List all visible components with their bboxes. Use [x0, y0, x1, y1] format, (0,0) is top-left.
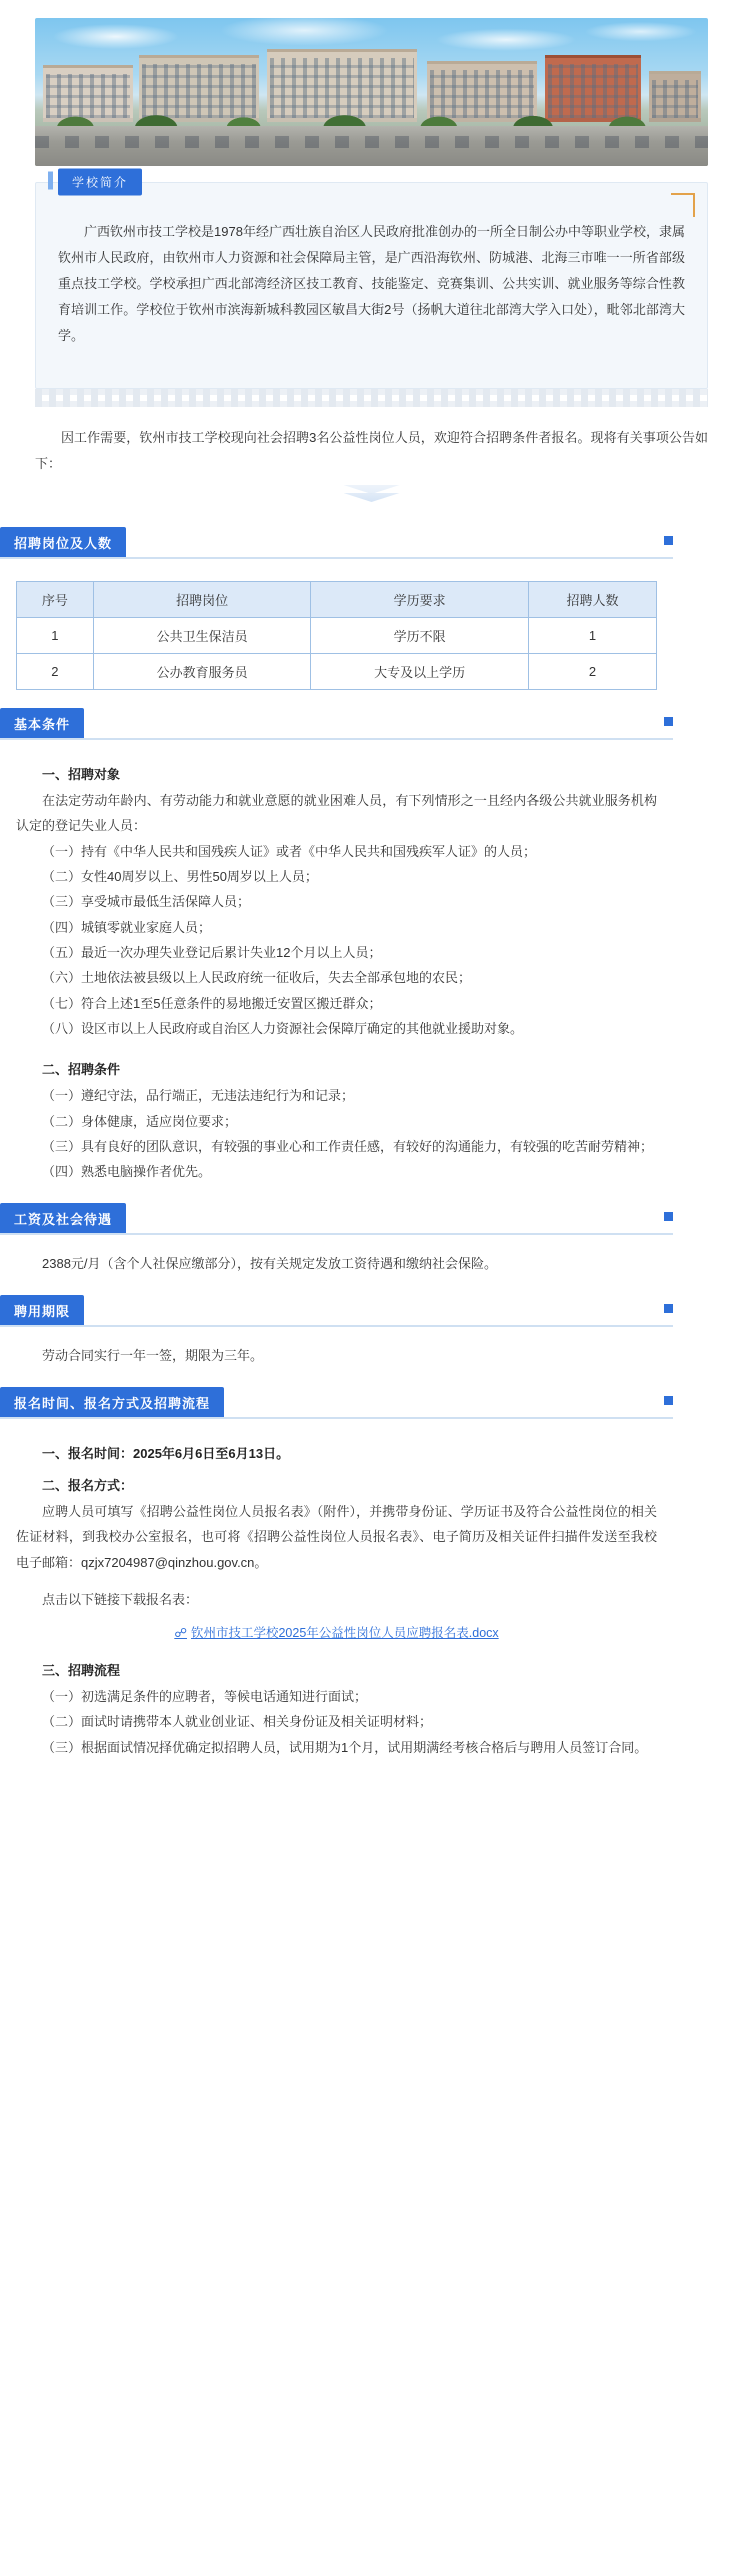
list-item: （三）享受城市最低生活保障人员；	[42, 894, 251, 910]
section-jobs	[0, 527, 673, 708]
list-item: （二）身体健康，适应岗位要求；	[42, 1113, 238, 1129]
mosaic-divider	[35, 389, 708, 407]
cell-position: 公办教育服务员	[93, 654, 311, 690]
section-application	[0, 1387, 673, 1778]
jobs-table	[16, 581, 657, 690]
attachment-download-link[interactable]	[174, 1623, 498, 1641]
download-intro: 点击以下链接下载报名表：	[42, 1591, 199, 1607]
section-header	[0, 1295, 673, 1327]
section-title: 报名时间、报名方式及招聘流程	[0, 1387, 224, 1417]
campus-banner-image	[35, 18, 708, 166]
section-title: 招聘岗位及人数	[0, 527, 126, 557]
intro-tag-label: 学校简介	[58, 169, 142, 196]
list-item: （七）符合上述1至5任意条件的易地搬迁安置区搬迁群众；	[42, 995, 382, 1011]
group-heading: 三、招聘流程	[42, 1662, 121, 1678]
section-body	[0, 746, 673, 1203]
cell-count: 2	[528, 654, 656, 690]
section-header	[0, 708, 673, 740]
cell-position: 公共卫生保洁员	[93, 618, 311, 654]
section-marker-square	[664, 717, 673, 726]
section-header	[0, 1203, 673, 1235]
intro-card	[35, 175, 708, 389]
spacer	[16, 1041, 657, 1051]
plaza-ground	[35, 126, 708, 166]
section-body	[0, 1333, 673, 1387]
section-header	[0, 527, 673, 559]
cell-count: 1	[528, 618, 656, 654]
spacer	[16, 1642, 657, 1652]
section-title: 基本条件	[0, 708, 84, 738]
section-marker-square	[664, 1304, 673, 1313]
list-item: （五）最近一次办理失业登记后累计失业12个月以上人员；	[42, 945, 382, 961]
section-body	[0, 1241, 673, 1295]
section-salary	[0, 1203, 673, 1295]
group-heading: 一、报名时间：2025年6月6日至6月13日。	[42, 1445, 290, 1461]
section-title: 聘用期限	[0, 1295, 84, 1325]
group-heading: 一、招聘对象	[42, 767, 121, 782]
banner-illustration	[35, 18, 708, 166]
table-col-education: 学历要求	[311, 582, 529, 618]
download-row	[16, 1623, 657, 1642]
list-item: 在法定劳动年龄内、有劳动能力和就业意愿的就业困难人员，有下列情形之一且经内各级公共就业服务机构认定的登记失业人员：	[16, 793, 657, 834]
list-item: （四）城镇零就业家庭人员；	[42, 919, 212, 935]
chevron-down-icon	[344, 485, 400, 507]
cell-education: 学历不限	[311, 618, 529, 654]
lead-section	[17, 407, 726, 527]
intro-section	[35, 175, 708, 407]
section-title: 工资及社会待遇	[0, 1203, 126, 1233]
list-item: （三）根据面试情况择优确定拟招聘人员，试用期为1个月，试用期满经考核合格后与聘用人员签订合同。	[42, 1739, 648, 1755]
list-item: （三）具有良好的团队意识，有较强的事业心和工作责任感，有较好的沟通能力，有较强的吃苦耐劳精神；	[42, 1139, 654, 1155]
list-item: （六）土地依法被县级以上人民政府统一征收后，失去全部承包地的农民；	[42, 970, 472, 986]
table-col-index: 序号	[17, 582, 94, 618]
list-item: （二）面试时请携带本人就业创业证、相关身份证及相关证明材料；	[42, 1714, 433, 1730]
table-row	[17, 654, 657, 690]
section-marker-square	[664, 1212, 673, 1221]
section-header	[0, 1387, 673, 1419]
list-item: （八）设区市以上人民政府或自治区人力资源社会保障厅确定的其他就业援助对象。	[42, 1021, 524, 1037]
corner-decoration-icon	[671, 193, 695, 217]
list-item: （四）熟悉电脑操作者优先。	[42, 1164, 212, 1180]
list-item: （一）初选满足条件的应聘者，等候电话通知进行面试；	[42, 1688, 368, 1704]
section-requirements	[0, 708, 673, 1203]
list-item: 应聘人员可填写《招聘公益性岗位人员报名表》（附件），并携带身份证、学历证书及符合公益性岗位的相关佐证材料，到我校办公室报名，也可将《招聘公益性岗位人员报名表》、电子简历及相关证件扫描件发送至我校电子邮箱：qzjx7204987@qinzhou.gov.cn。	[16, 1503, 657, 1570]
section-term	[0, 1295, 673, 1387]
section-body	[0, 565, 673, 708]
attachment-filename: 钦州市技工学校2025年公益性岗位人员应聘报名表.docx	[190, 1625, 499, 1640]
cell-index: 2	[17, 654, 94, 690]
lead-paragraph: 因工作需要，钦州市技工学校现向社会招聘3名公益性岗位人员，欢迎符合招聘条件者报名。现将有关事项公告如下：	[35, 430, 708, 471]
bottom-spacer	[0, 1778, 743, 1804]
section-marker-square	[664, 1396, 673, 1405]
table-header-row	[17, 582, 657, 618]
intro-text: 广西钦州市技工学校是1978年经广西壮族自治区人民政府批准创办的一所全日制公办中等职业学校，隶属钦州市人民政府，由钦州市人力资源和社会保障局主管，是广西沿海钦州、防城港、北海三市唯一一所省部级重点技工学校。学校承担广西北部湾经济区技工教育、技能鉴定、竞赛集训、公共实训、就业服务等综合性教育培训工作。学校位于钦州市滨海新城科教园区敏昌大街2号（扬帆大道往北部湾大学入口处），毗邻北部湾大学。	[58, 224, 685, 343]
list-item: （一）持有《中华人民共和国残疾人证》或者《中华人民共和国残疾军人证》的人员；	[42, 843, 537, 859]
paperclip-icon: ☍	[174, 1625, 187, 1640]
list-item: （一）遵纪守法，品行端正，无违法违纪行为和记录；	[42, 1088, 355, 1104]
tree-row	[35, 94, 708, 128]
table-col-position: 招聘岗位	[93, 582, 311, 618]
cell-index: 1	[17, 618, 94, 654]
table-col-count: 招聘人数	[528, 582, 656, 618]
section-marker-square	[664, 536, 673, 545]
table-row	[17, 618, 657, 654]
cell-education: 大专及以上学历	[311, 654, 529, 690]
salary-paragraph: 2388元/月（含个人社保应缴部分），按有关规定发放工资待遇和缴纳社会保险。	[42, 1255, 498, 1271]
list-item: （二）女性40周岁以上、男性50周岁以上人员；	[42, 869, 318, 885]
group-heading: 二、报名方式：	[42, 1477, 134, 1493]
section-body	[0, 1425, 673, 1778]
term-paragraph: 劳动合同实行一年一签，期限为三年。	[42, 1347, 264, 1363]
group-heading: 二、招聘条件	[42, 1062, 121, 1078]
